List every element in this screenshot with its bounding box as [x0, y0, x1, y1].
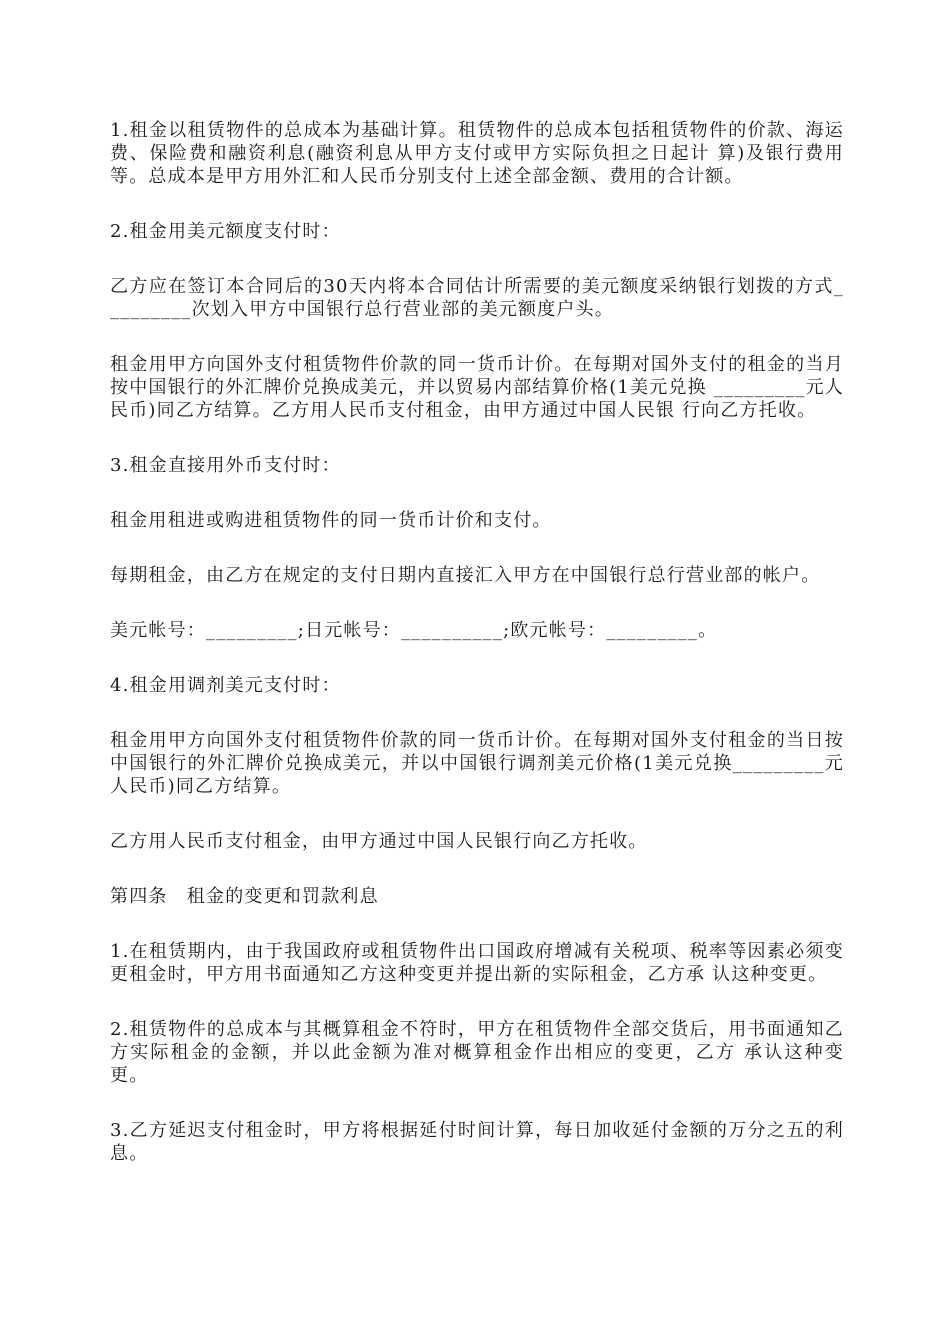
clause-2-heading: 2.租金用美元额度支付时： — [110, 221, 341, 242]
clause-3-payment: 每期租金，由乙方在规定的支付日期内直接汇入甲方在中国银行总行营业部的帐户。 — [110, 565, 821, 586]
clause-3-heading: 3.租金直接用外币支付时： — [110, 455, 341, 476]
clause-2-settlement: 租金用甲方向国外支付租赁物件价款的同一货币计价。在每期对国外支付的租金的当月按中国银行的外汇牌价兑换成美元，并以贸易内部结算价格(1美元兑换 _________元人民币)同乙方结算。乙方用人民币支付租金，由甲方通过中国人民银 行向乙方托收。 — [110, 354, 844, 421]
document-page — [110, 119, 844, 1197]
article-4-clause-1: 1.在租赁期内，由于我国政府或租赁物件出口国政府增减有关税项、税率等因素必须变更租金时，甲方用书面通知乙方这种变更并提出新的实际租金，乙方承 认这种变更。 — [110, 941, 844, 985]
clause-4-heading: 4.租金用调剂美元支付时： — [110, 675, 341, 696]
article-4-title: 第四条 租金的变更和罚款利息 — [110, 886, 379, 907]
clause-3-currency: 租金用租进或购进租赁物件的同一货币计价和支付。 — [110, 510, 552, 531]
clause-1-rent-basis: 1.租金以租赁物件的总成本为基础计算。租赁物件的总成本包括租赁物件的价款、海运费、保险费和融资利息(融资利息从甲方支付或甲方实际负担之日起计 算)及银行费用等。总成本是甲方用外汇和人民币分别支付上述全部金额、费用的合计额。 — [110, 120, 844, 187]
account-numbers: 美元帐号：_________;日元帐号：__________;欧元帐号：_________。 — [110, 620, 718, 641]
clause-4-collection: 乙方用人民币支付租金，由甲方通过中国人民银行向乙方托收。 — [110, 831, 648, 852]
clause-2-usd-quota: 乙方应在签订本合同后的30天内将本合同估计所需要的美元额度采纳银行划拨的方式_________次划入甲方中国银行总行营业部的美元额度户头。 — [110, 276, 844, 320]
article-4-clause-3: 3.乙方延迟支付租金时，甲方将根据延付时间计算，每日加收延付金额的万分之五的利息。 — [110, 1120, 844, 1164]
clause-4-settlement: 租金用甲方向国外支付租赁物件价款的同一货币计价。在每期对国外支付租金的当日按中国银行的外汇牌价兑换成美元，并以中国银行调剂美元价格(1美元兑换_________元人民币)同乙方结算。 — [110, 730, 844, 797]
article-4-clause-2: 2.租赁物件的总成本与其概算租金不符时，甲方在租赁物件全部交货后，用书面通知乙方实际租金的金额，并以此金额为准对概算租金作出相应的变更，乙方 承认这种变更。 — [110, 1019, 844, 1086]
